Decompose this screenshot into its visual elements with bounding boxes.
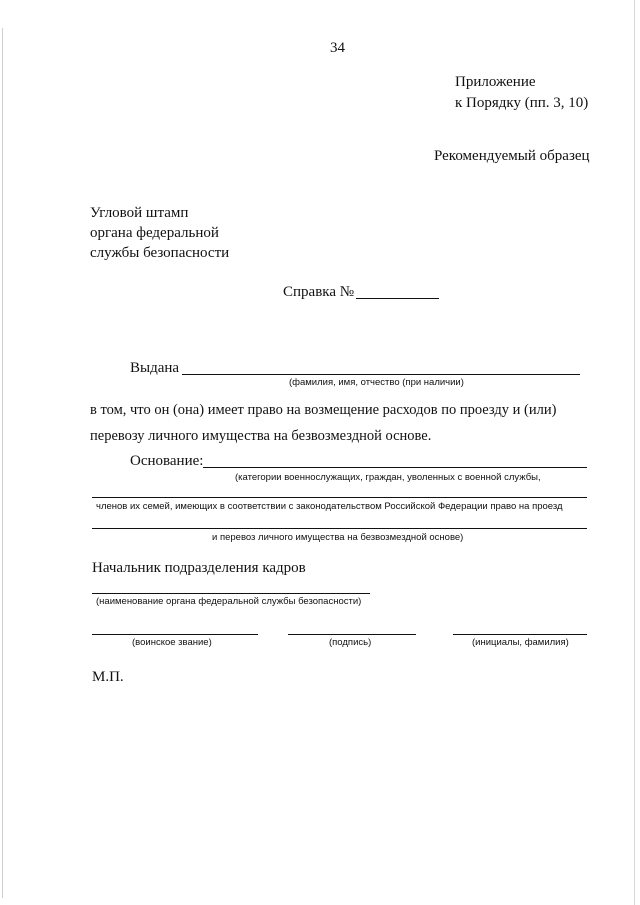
corner-stamp-line-3: службы безопасности	[90, 245, 230, 261]
issued-name-field	[182, 374, 580, 375]
org-name-field	[92, 593, 370, 594]
issued-hint: (фамилия, имя, отчество (при наличии)	[289, 377, 464, 388]
certificate-title: Справка №	[283, 284, 355, 300]
name-field	[453, 634, 587, 635]
body-text-line-1: в том, что он (она) имеет право на возмещение расходов по проезду и (или)	[90, 402, 557, 418]
appendix-line-1: Приложение	[455, 74, 536, 90]
page-number: 34	[330, 40, 345, 56]
basis-hint-3: и перевоз личного имущества на безвозмездной основе)	[212, 532, 464, 543]
basis-hint-2: членов их семей, имеющих в соответствии с законодательством Российской Федерации право на проезд	[96, 501, 563, 512]
corner-stamp-line-1: Угловой штамп	[90, 205, 189, 221]
head-title: Начальник подразделения кадров	[92, 560, 306, 576]
signature-hint: (подпись)	[329, 637, 372, 648]
org-hint: (наименование органа федеральной службы безопасности)	[96, 596, 362, 607]
page-left-edge	[2, 28, 3, 898]
basis-field-1	[203, 467, 587, 468]
sample-note: Рекомендуемый образец	[434, 148, 590, 164]
rank-field	[92, 634, 258, 635]
seal-place: М.П.	[92, 669, 124, 685]
corner-stamp-block	[90, 203, 229, 263]
issued-label: Выдана	[130, 360, 180, 376]
body-text-line-2: перевозу личного имущества на безвозмездной основе.	[90, 428, 432, 444]
name-hint: (инициалы, фамилия)	[472, 637, 569, 648]
basis-hint-1: (категории военнослужащих, граждан, уволенных с военной службы,	[235, 472, 541, 483]
signature-field	[288, 634, 416, 635]
appendix-line-2: к Порядку (пп. 3, 10)	[455, 95, 589, 111]
basis-field-3	[92, 528, 587, 529]
certificate-number-field	[356, 298, 439, 299]
basis-field-2	[92, 497, 587, 498]
rank-hint: (воинское звание)	[132, 637, 212, 648]
page-right-edge	[634, 0, 635, 905]
basis-label: Основание:	[130, 453, 204, 469]
corner-stamp-line-2: органа федеральной	[90, 225, 219, 241]
appendix-block	[455, 72, 588, 114]
